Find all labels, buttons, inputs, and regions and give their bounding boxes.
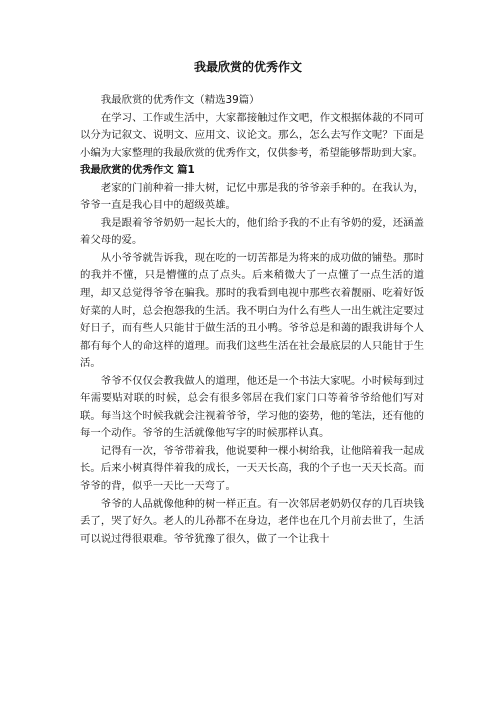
paragraph: 爷爷的人品就像他种的树一样正直。有一次邻居老奶奶仅存的几百块钱丢了，哭了好久。老人的儿孙都不在身边，老伴也在几个月前去世了，生活可以说过得很艰难。爷爷犹豫了很久，做了一个让我十: [80, 497, 424, 545]
section-heading: 我最欣赏的优秀作文 篇1: [80, 164, 195, 177]
document-body: [80, 92, 424, 548]
intro-paragraph: 在学习、工作或生活中，大家都接触过作文吧，作文根据体裁的不同可以分为记叙文、说明文、应用文、议论文。那么，怎么去写作文呢？下面是小编为大家整理的我最欣赏的优秀作文，仅供参考，希望能够帮助到大家。: [80, 111, 424, 159]
paragraph: 从小爷爷就告诉我，现在吃的一切苦都是为将来的成功做的铺垫。那时的我并不懂，只是懵懂的点了点头。后来稍微大了一点懂了一点生活的道理，却又总觉得爷爷在骗我。那时的我看到电视中那些衣着靓丽、吃着好饭好菜的人时，总会抱怨我的生活。我不明白为什么有些人一出生就注定要过好日子，而有些人只能甘于做生活的丑小鸭。爷爷总是和蔼的跟我讲每个人都有每个人的命这样的道理。而我们这些生活在社会最底层的人只能甘于生活。: [80, 251, 424, 370]
intro-subtitle: 我最欣赏的优秀作文（精选39篇）: [100, 94, 260, 106]
paragraph: 爷爷不仅仅会教我做人的道理，他还是一个书法大家呢。小时候每到过年需要贴对联的时候，总会有很多邻居在我们家门口等着爷爷给他们写对联。每当这个时候我就会注视着爷爷，学习他的姿势，他的笔法，还有他的每一个动作。爷爷的生活就像他写字的时候那样认真。: [80, 374, 424, 440]
paragraph: 我是跟着爷爷奶奶一起长大的，他们给予我的不止有爷奶的爱，还涵盖着父母的爱。: [80, 216, 424, 247]
document-title: 我最欣赏的优秀作文: [193, 60, 302, 74]
paragraph: 记得有一次，爷爷带着我，他说要种一棵小树给我，让他陪着我一起成长。后来小树真得伴着我的成长，一天天长高，我的个子也一天天长高。而爷爷的背，似乎一天比一天弯了。: [80, 444, 424, 493]
paragraph: 老家的门前种着一排大树，记忆中那是我的爷爷亲手种的。在我认为，爷爷一直是我心目中的超级英雄。: [80, 181, 424, 212]
